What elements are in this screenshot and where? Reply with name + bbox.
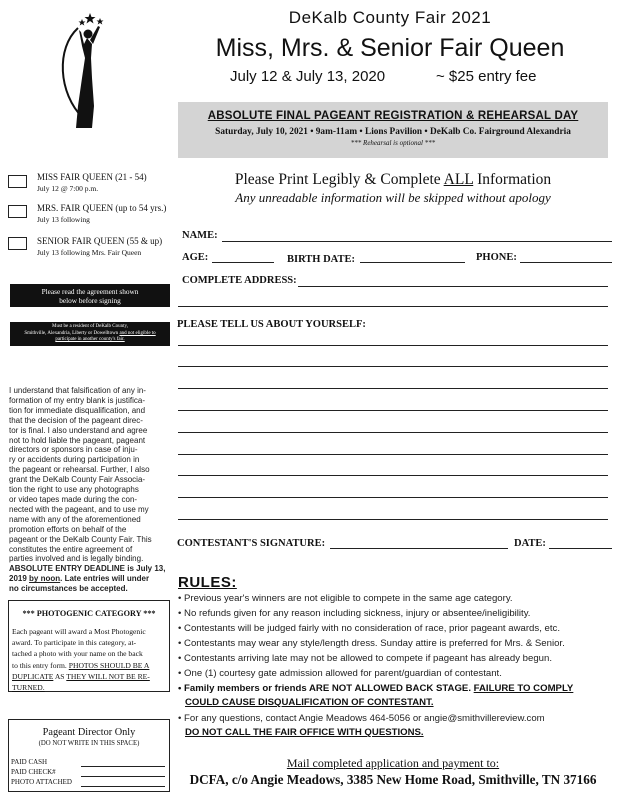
age-input-line[interactable]	[212, 262, 274, 263]
agreement-notice-line2: below before signing	[59, 296, 121, 305]
paid-cash-line[interactable]	[81, 766, 165, 767]
paid-cash-label: PAID CASH	[11, 758, 48, 766]
residency-line2b: and not eligible to	[119, 330, 156, 336]
director-title: Pageant Director Only	[42, 727, 136, 738]
about-line-9[interactable]	[178, 519, 608, 520]
deadline-line1: ABSOLUTE ENTRY DEADLINE is July 13,	[9, 564, 166, 574]
miss-fair-queen-checkbox[interactable]	[8, 175, 27, 188]
fair-name: DeKalb County Fair 2021	[288, 8, 492, 27]
entry-fee: ~ $25 entry fee	[436, 68, 537, 85]
print-legibly-instruction: Please Print Legibly & Complete ALL Information	[234, 171, 552, 188]
agreement-text: I understand that falsification of any in- formation of my entry blank is justifica- tion for immediate disqualification, and that the decision of the pageant direc- tor is final. I also understand and agree not to hold liable the pageant, pageant directors or sponsors in case of inju- ry or accidents during participation in the pageant or rehearsal. Further, I also grant the DeKalb County Fair Associa- tion the right to use any photographs or video tapes made during the con- nected with the pageant, and to use my name with any of the aforementioned promotion efforts on behalf of the pageant or the DeKalb County Fair. This constitutes the entire agreement of parties involved and is legally binding. ABSOLUTE ENTRY DEADLINE is July 13, 2019 by noon. Late entries will under no circumstances be accepted.	[9, 386, 175, 594]
pageant-director-box	[8, 719, 170, 792]
pageant-queen-logo	[48, 8, 128, 136]
banner-heading: ABSOLUTE FINAL PAGEANT REGISTRATION & REHEARSAL DAY	[207, 110, 579, 122]
rule-item: • Previous year's winners are not eligible to compete in the same age category.	[178, 593, 513, 604]
all-emphasis: ALL	[443, 171, 474, 188]
paid-check-line[interactable]	[81, 776, 165, 777]
mrs-category-label: MRS. FAIR QUEEN (up to 54 yrs.)	[37, 203, 167, 213]
rule-item: • Contestants may wear any style/length dress. Sunday attire is preferred for Mrs. & Senior.	[178, 638, 565, 649]
rule-item: • Contestants will be judged fairly with no consideration of race, prior pageant awards, etc.	[178, 623, 560, 634]
date-label: DATE:	[514, 538, 546, 549]
signature-label: CONTESTANT'S SIGNATURE:	[177, 538, 326, 549]
paid-check-label: PAID CHECK#	[11, 768, 56, 776]
miss-category-time: July 12 @ 7:00 p.m.	[37, 184, 99, 193]
rule-questions-contact: • For any questions, contact Angie Meadows 464-5056 or angie@smithvillereview.com	[178, 713, 545, 724]
photo-attached-line[interactable]	[81, 786, 165, 787]
residency-line1: Must be a resident of DeKalb County,	[52, 324, 128, 329]
about-line-1[interactable]	[178, 345, 608, 346]
birth-date-input-line[interactable]	[360, 262, 465, 263]
about-line-8[interactable]	[178, 497, 608, 498]
registration-banner	[178, 102, 608, 158]
residency-notice	[10, 322, 170, 346]
signature-input-line[interactable]	[330, 548, 508, 549]
rule-disqualification: COULD CAUSE DISQUALIFICATION OF CONTESTANT.	[185, 697, 434, 708]
senior-category-time: July 13 following Mrs. Fair Queen	[37, 248, 142, 257]
birth-date-label: BIRTH DATE:	[287, 254, 355, 265]
deadline-line2: 2019 by noon. Late entries will under	[9, 574, 150, 584]
about-line-7[interactable]	[178, 475, 608, 476]
phone-input-line[interactable]	[520, 262, 612, 263]
date-input-line[interactable]	[549, 548, 612, 549]
pageant-title: Miss, Mrs. & Senior Fair Queen	[215, 34, 565, 62]
name-input-line[interactable]	[222, 241, 612, 242]
mail-instruction: Mail completed application and payment to:	[286, 756, 500, 770]
rule-no-call: DO NOT CALL THE FAIR OFFICE WITH QUESTIONS.	[185, 727, 424, 738]
miss-category-label: MISS FAIR QUEEN (21 - 54)	[37, 172, 147, 182]
deadline-line3: no circumstances be accepted.	[9, 584, 128, 594]
director-subtitle: (DO NOT WRITE IN THIS SPACE)	[38, 740, 140, 747]
mrs-fair-queen-checkbox[interactable]	[8, 205, 27, 218]
agreement-notice	[10, 284, 170, 307]
address-input-line-2[interactable]	[178, 306, 608, 307]
rules-title: RULES:	[178, 574, 237, 591]
name-label: NAME:	[182, 230, 218, 241]
about-line-5[interactable]	[178, 432, 608, 433]
photogenic-text: Each pageant will award a Most Photogenic award. To participate in this category, at- tached a photo with your name on the back to this entry form. PHOTOS SHOULD BE A DUPLICATE AS THEY WILL NOT BE RE- TURNED.	[12, 627, 150, 693]
photo-attached-label: PHOTO ATTACHED	[11, 778, 72, 786]
senior-fair-queen-checkbox[interactable]	[8, 237, 27, 250]
mrs-category-time: July 13 following	[37, 215, 90, 224]
rule-family-backstage: • Family members or friends ARE NOT ALLOWED BACK STAGE. FAILURE TO COMPLY	[178, 683, 574, 694]
banner-details: Saturday, July 10, 2021 • 9am-11am • Lions Pavilion • DeKalb Co. Fairground Alexandria	[215, 127, 571, 137]
age-label: AGE:	[182, 252, 209, 263]
residency-line3: participate in another county's fair.	[55, 337, 125, 343]
about-line-6[interactable]	[178, 454, 608, 455]
agreement-notice-line1: Please read the agreement shown	[41, 287, 139, 296]
phone-label: PHONE:	[476, 252, 517, 263]
photogenic-title: *** PHOTOGENIC CATEGORY ***	[22, 609, 156, 618]
about-line-3[interactable]	[178, 388, 608, 389]
address-label: COMPLETE ADDRESS:	[182, 275, 297, 286]
about-line-4[interactable]	[178, 410, 608, 411]
about-yourself-label: PLEASE TELL US ABOUT YOURSELF:	[177, 319, 366, 330]
photogenic-category-box	[8, 600, 170, 692]
rule-item: • Contestants arriving late may not be allowed to compete if pageant has already begun.	[178, 653, 553, 664]
address-input-line-1[interactable]	[298, 286, 608, 287]
pageant-dates: July 12 & July 13, 2020	[230, 68, 386, 85]
mail-address: DCFA, c/o Angie Meadows, 3385 New Home Road, Smithville, TN 37166	[189, 772, 597, 787]
banner-note: *** Rehearsal is optional ***	[350, 139, 436, 147]
residency-line2: Smithville, Alexandria, Liberty or Dowelltown	[24, 330, 119, 336]
rule-item: • One (1) courtesy gate admission allowed for parent/guardian of contestant.	[178, 668, 502, 679]
senior-category-label: SENIOR FAIR QUEEN (55 & up)	[37, 236, 163, 246]
unreadable-warning: Any unreadable information will be skipped without apology	[235, 190, 551, 205]
rule-item: • No refunds given for any reason including sickness, injury or absentee/ineligibility.	[178, 608, 531, 619]
about-line-2[interactable]	[178, 366, 608, 367]
